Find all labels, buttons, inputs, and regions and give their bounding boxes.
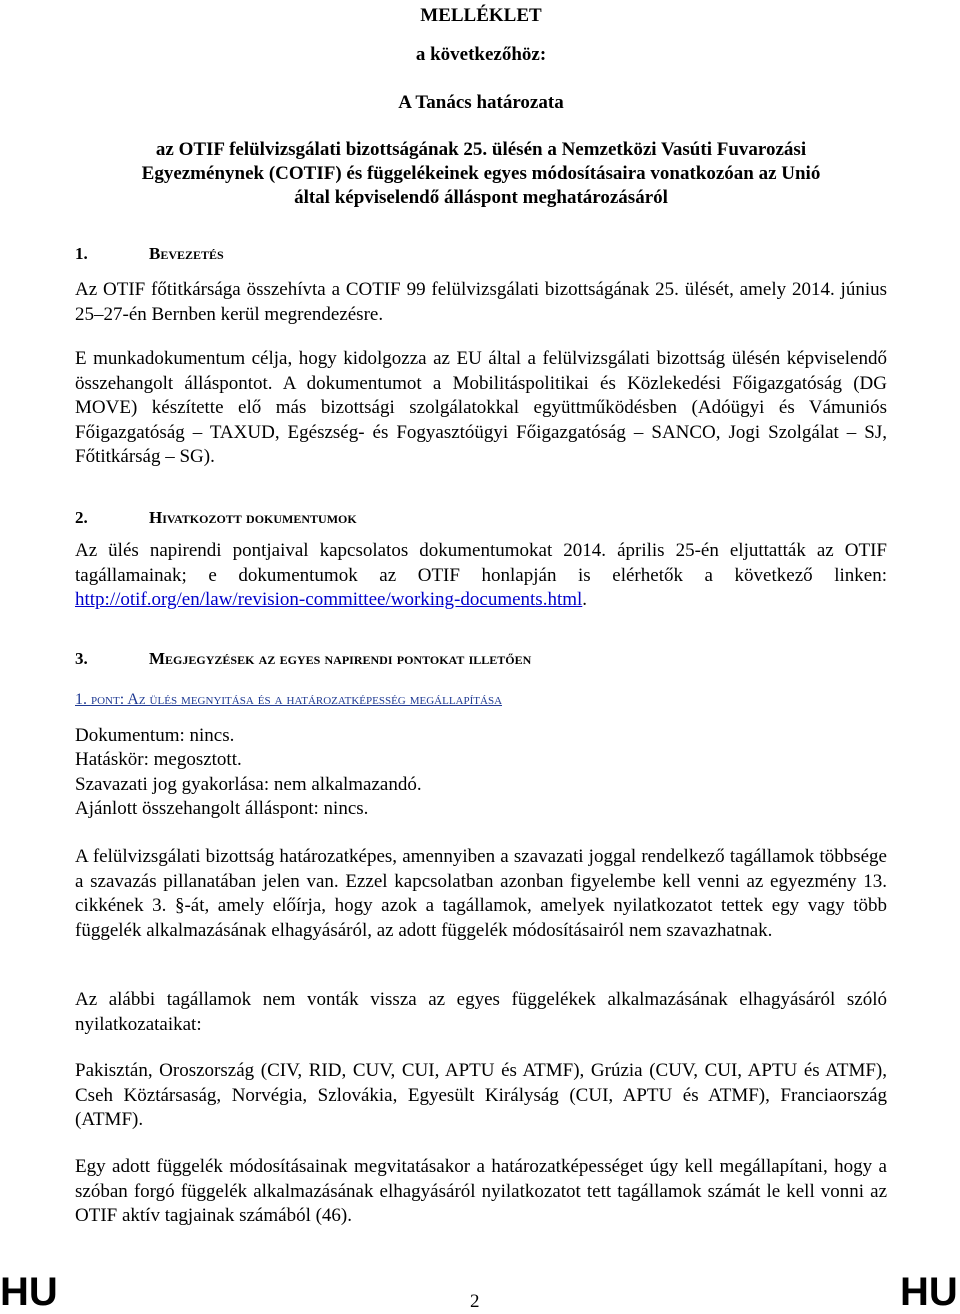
section-2-paragraph — [75, 539, 887, 613]
fact-recommended-position: Ajánlott összehangolt álláspont: nincs. — [75, 798, 369, 819]
section-1-number: 1. — [75, 244, 88, 263]
footer-language-right: HU — [900, 1270, 958, 1314]
section-2-end: . — [582, 589, 588, 610]
title-line-1: az OTIF felülvizsgálati bizottságának 25. ülésén a Nemzetközi Vasúti Fuvarozási — [155, 139, 807, 160]
section-3-paragraph-2: Az alábbi tagállamok nem vonták vissza az egyes függelékek alkalmazásának elhagyásáról szóló nyilatkozataikat: — [75, 989, 887, 1035]
section-1-paragraph-1: Az OTIF főtitkársága összehívta a COTIF 99 felülvizsgálati bizottságának 25. ülését, amely 2014. június 25–27-én Bernben kerül megrendezésre. — [75, 279, 887, 325]
document-type: A Tanács határozata — [398, 92, 564, 113]
annex-subtitle: a következőhöz: — [415, 44, 547, 65]
section-1-title: Bevezetés — [149, 244, 224, 263]
section-3-heading — [75, 649, 531, 669]
section-2-title: Hivatkozott dokumentumok — [149, 508, 357, 527]
fact-competence: Hatáskör: megosztott. — [75, 749, 242, 770]
annex-label: MELLÉKLET — [420, 5, 542, 26]
section-3-paragraph-4: Egy adott függelék módosításainak megvitatásakor a határozatképességet úgy kell megállapítani, hogy a szóban forgó függelék alkalmazásának elhagyásáról nyilatkozatot tett tagállamok számát le kell vonni az OTIF aktív tagjainak számából (46). — [75, 1156, 887, 1226]
section-1-paragraph-2: E munkadokumentum célja, hogy kidolgozza az EU által a felülvizsgálati bizottság ülésén képviselendő összehangolt álláspontot. A dokumentumot a Mobilitáspolitikai és Közlekedési Főigazgatóság (DG MOVE) készítette elő más bizottsági szolgálatokkal együttműködésben (Adóügyi és Vámuniós Főigazgatóság – TAXUD, Egészség- és Fogyasztóügyi Főigazgatóság – SANCO, Jogi Szolgálat – SJ, Főtitkárság – SG). — [75, 348, 887, 467]
title-line-2: Egyezménynek (COTIF) és függelékeinek egyes módosításaira vonatkozóan az Unió — [141, 163, 821, 184]
section-2-heading — [75, 508, 357, 528]
section-2-text: Az ülés napirendi pontjaival kapcsolatos dokumentumokat 2014. április 25-én eljuttatták az OTIF tagállamainak; e dokumentumok az OTIF honlapján is elérhetők a következő linken: — [75, 540, 887, 586]
title-line-3: által képviselendő álláspont meghatározásáról — [294, 187, 668, 208]
section-3-paragraph-1: A felülvizsgálati bizottság határozatképes, amennyiben a szavazati joggal rendelkező tagállamok többsége a szavazás pillanatában jelen van. Ezzel kapcsolatban azonban figyelembe kell venni az egyezmény 13. cikkének 3. §-át, amely előírja, hogy azok a tagállamok, amelyek nyilatkozatot tettek egy vagy több függelék alkalmazásának elhagyásáról, az adott függelék módosításairól nem szavazhatnak. — [75, 846, 887, 941]
fact-voting-right: Szavazati jog gyakorlása: nem alkalmazandó. — [75, 774, 422, 795]
working-documents-link[interactable]: http://otif.org/en/law/revision-committee/working-documents.html — [75, 589, 583, 610]
section-3-number: 3. — [75, 649, 88, 668]
page-number: 2 — [470, 1291, 480, 1312]
section-3-paragraph-3: Pakisztán, Oroszország (CIV, RID, CUV, CUI, APTU és ATMF), Grúzia (CUV, CUI, APTU és ATMF), Cseh Köztársaság, Norvégia, Szlovákia, Egyesült Királyság (CUI, APTU és ATMF), Franciaország (ATMF). — [75, 1060, 887, 1130]
agenda-point-1-title: 1. pont: Az ülés megnyitása és a határozatképesség megállapítása — [75, 691, 503, 708]
section-3-title: Megjegyzések az egyes napirendi pontokat illetően — [149, 649, 532, 668]
section-2-number: 2. — [75, 508, 88, 527]
section-1-heading — [75, 244, 224, 264]
footer-language-left: HU — [0, 1270, 58, 1314]
fact-document: Dokumentum: nincs. — [75, 725, 235, 746]
